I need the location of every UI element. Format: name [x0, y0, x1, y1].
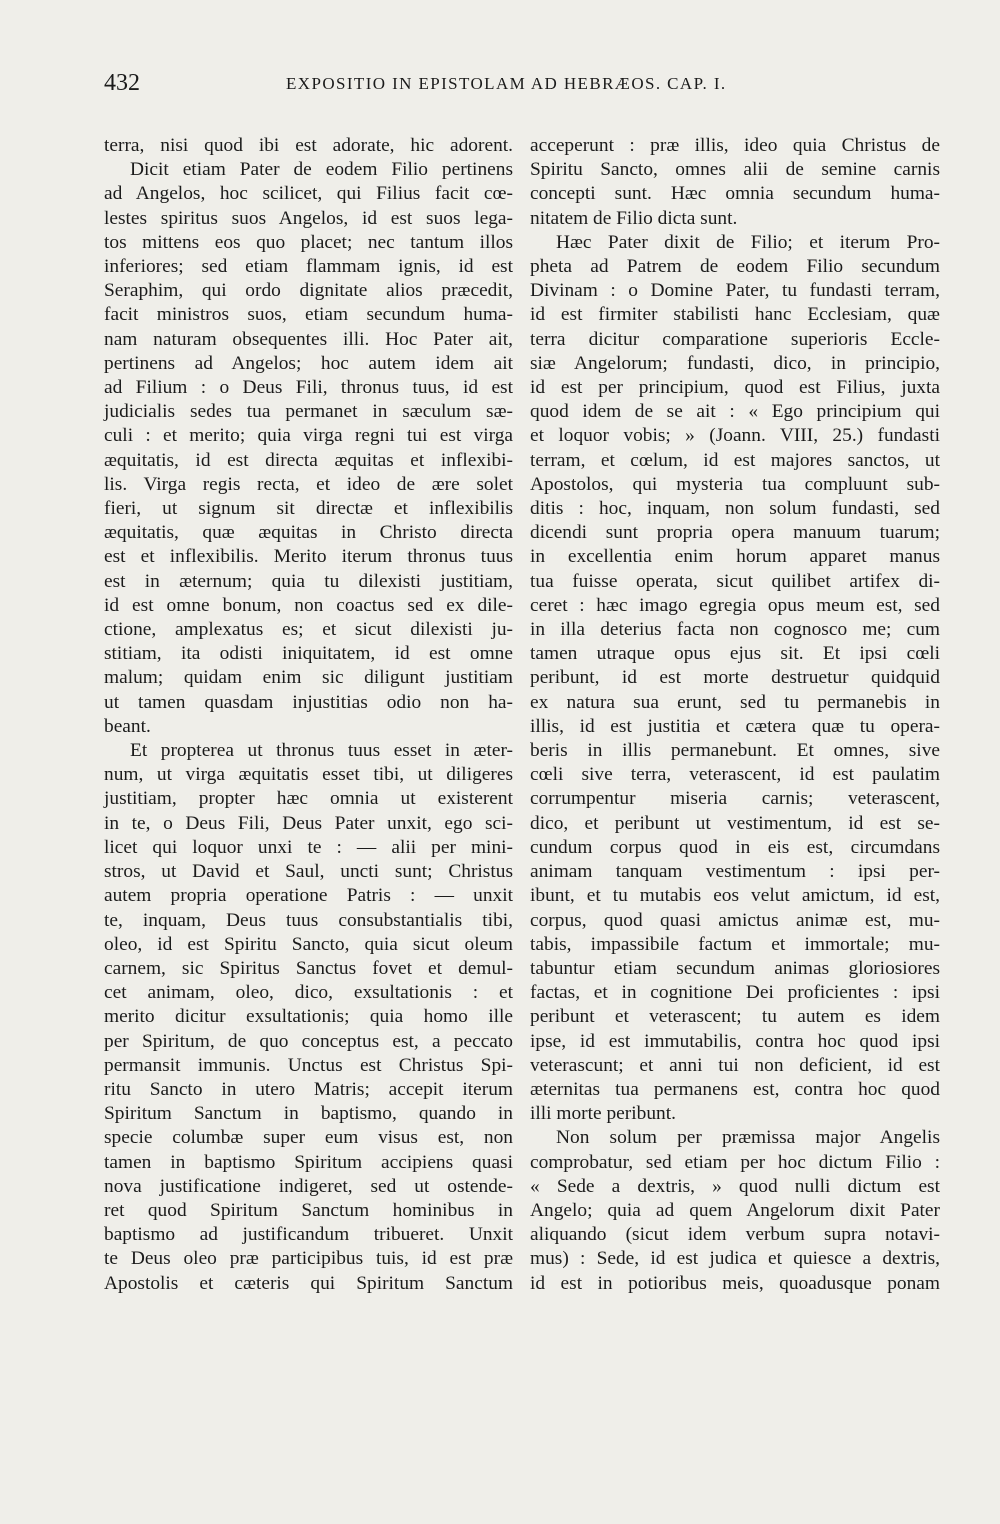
- text-line: judicialis sedes tua permanet in sæculum sæ-: [104, 401, 513, 423]
- text-line: lis. Virga regis recta, et ideo de ære solet: [104, 473, 513, 495]
- text-line: terra dicitur comparatione superioris Eccle-: [530, 328, 940, 350]
- page-number: 432: [104, 70, 140, 96]
- text-line: dico, et peribunt ut vestimentum, id est se-: [530, 812, 940, 834]
- text-line: tos mittens eos quo placet; nec tantum illos: [104, 231, 513, 253]
- text-line: in excellentia enim horum apparet manus: [530, 546, 940, 568]
- text-line: in illa deterius facta non cognosco me; cum: [530, 619, 940, 641]
- text-line: ipse, id est immutabilis, contra hoc quod ipsi: [530, 1030, 940, 1052]
- left-text-column: [104, 134, 513, 1296]
- text-line: oleo, id est Spiritu Sancto, quia sicut oleum: [104, 933, 513, 955]
- text-line: « Sede a dextris, » quod nulli dictum est: [530, 1175, 940, 1197]
- text-line: cundum corpus quod in eis est, circumdans: [530, 836, 940, 858]
- text-line: concepti sunt. Hæc omnia secundum huma-: [530, 183, 940, 205]
- text-line: Dicit etiam Pater de eodem Filio pertinens: [130, 159, 513, 181]
- text-line: ceret : hæc imago egregia opus meum est, sed: [530, 594, 940, 616]
- text-line: illis, id est justitia et cætera quæ tu opera-: [530, 715, 940, 737]
- text-line: ad Angelos, hoc scilicet, qui Filius facit cœ-: [104, 183, 513, 205]
- text-line: ret quod Spiritum Sanctum hominibus in: [104, 1199, 513, 1221]
- text-line: cet animam, oleo, dico, exsultationis : et: [104, 982, 513, 1004]
- text-line: æquitatis, quæ æquitas in Christo directa: [104, 522, 513, 544]
- text-line: terram, et cœlum, id est majores sanctos, ut: [530, 449, 940, 471]
- text-line: malum; quidam enim sic diligunt justitiam: [104, 667, 513, 689]
- text-line: tabuntur etiam secundum animas gloriosiores: [530, 957, 940, 979]
- text-line: Et propterea ut thronus tuus esset in æter-: [130, 740, 513, 762]
- text-line: autem propria operatione Patris : — unxit: [104, 885, 513, 907]
- text-line: acceperunt : præ illis, ideo quia Christus de: [530, 135, 940, 156]
- text-line: carnem, sic Spiritus Sanctus fovet et demul-: [104, 957, 513, 979]
- text-line: est in æternum; quia tu dilexisti justitiam,: [104, 570, 513, 592]
- text-line: id est omne bonum, non coactus sed ex dile-: [104, 594, 513, 616]
- text-line: ditis : hoc, inquam, non solum fundasti, sed: [530, 498, 940, 520]
- text-line: cœli sive terra, veterascent, id est paulatim: [530, 764, 940, 786]
- text-line: id est per principium, quod est Filius, juxta: [530, 377, 940, 399]
- running-head: EXPOSITIO IN EPISTOLAM AD HEBRÆOS. CAP. I.: [286, 74, 727, 93]
- text-line: facit ministros suos, etiam secundum huma-: [104, 304, 513, 326]
- text-line: tamen utraque opus ejus sit. Et ipsi cœli: [530, 643, 940, 665]
- text-line: pheta ad Patrem de eodem Filio secundum: [530, 256, 940, 278]
- text-line: quod idem de se ait : « Ego principium qui: [530, 401, 940, 423]
- text-line: lestes spiritus suos Angelos, id est suos lega-: [104, 207, 513, 229]
- text-line: id est in potioribus meis, quoadusque ponam: [530, 1272, 940, 1294]
- text-line: justitiam, propter hæc omnia ut existerent: [104, 788, 513, 810]
- text-line: Seraphim, qui ordo dignitate alios præcedit,: [104, 280, 513, 302]
- text-line: permansit immunis. Unctus est Christus Spi-: [104, 1054, 513, 1076]
- text-line: corpus, quod quasi amictus animæ est, mu-: [530, 909, 940, 931]
- text-line: te Deus oleo præ participibus tuis, id est præ: [104, 1248, 513, 1270]
- text-line: Apostolos, qui mysteria tua compluunt sub-: [530, 473, 940, 495]
- text-line: mus) : Sede, id est judica et quiesce a dextris,: [530, 1248, 940, 1270]
- text-line: dicendi sunt propria opera manuum tuarum;: [530, 522, 940, 544]
- text-line: ex natura sua erunt, sed tu permanebis in: [530, 691, 940, 713]
- text-line: veterascunt; et anni tui non deficient, id est: [530, 1054, 940, 1076]
- text-line: nova justificatione indigeret, sed ut ostende-: [104, 1175, 513, 1197]
- text-line: ad Filium : o Deus Fili, thronus tuus, id est: [104, 377, 513, 399]
- text-line: nam naturam obsequentes illi. Hoc Pater ait,: [104, 328, 513, 350]
- text-line: æternitas tua permanens est, contra hoc quod: [530, 1078, 940, 1100]
- text-line: comprobatur, sed etiam per hoc dictum Filio :: [530, 1151, 940, 1173]
- text-line: nitatem de Filio dicta sunt.: [530, 207, 738, 229]
- text-line: fieri, ut signum sit directæ et inflexibilis: [104, 498, 513, 520]
- text-line: Spiritum Sanctum in baptismo, quando in: [104, 1103, 513, 1125]
- text-line: Divinam : o Domine Pater, tu fundasti terram,: [530, 280, 940, 302]
- text-line: ctione, amplexatus es; et sicut dilexisti ju-: [104, 619, 513, 641]
- text-line: inferiores; sed etiam flammam ignis, id est: [104, 256, 513, 278]
- text-line: merito dicitur exsultationis; quia homo ille: [104, 1006, 513, 1028]
- text-line: ritu Sancto in utero Matris; accepit iterum: [104, 1078, 513, 1100]
- text-line: ut tamen quasdam injustitias odio non ha-: [104, 691, 513, 713]
- text-line: num, ut virga æquitatis esset tibi, ut diligeres: [104, 764, 513, 786]
- right-text-column: [530, 134, 940, 1296]
- text-line: Hæc Pater dixit de Filio; et iterum Pro-: [556, 231, 940, 253]
- text-line: æquitatis, id est directa æquitas et inflexibi-: [104, 449, 513, 471]
- text-line: pertinens ad Angelos; hoc autem idem ait: [104, 352, 513, 374]
- text-line: tua fuisse operata, sicut quilibet artifex di-: [530, 570, 940, 592]
- text-line: te, inquam, Deus tuus consubstantialis tibi,: [104, 909, 513, 931]
- text-line: aliquando (sicut idem verbum supra notavi-: [530, 1224, 940, 1246]
- text-line: id est firmiter stabilisti hanc Ecclesiam, quæ: [530, 304, 940, 326]
- text-line: factas, et in cognitione Dei proficientes : ipsi: [530, 982, 940, 1004]
- text-line: tabis, impassibile factum et immortale; mu-: [530, 933, 940, 955]
- text-line: siæ Angelorum; fundasti, dico, in principio,: [530, 352, 940, 374]
- text-line: Angelo; quia ad quem Angelorum dixit Pater: [530, 1199, 940, 1221]
- text-line: peribunt, id est morte destruetur quidquid: [530, 667, 940, 689]
- text-line: licet qui loquor unxi te : — alii per mini-: [104, 836, 513, 858]
- text-line: corrumpentur miseria carnis; veterascent,: [530, 788, 940, 810]
- text-line: tamen in baptismo Spiritum accipiens quasi: [104, 1151, 513, 1173]
- text-line: Apostolis et cæteris qui Spiritum Sanctum: [104, 1272, 513, 1294]
- text-line: ibunt, et tu mutabis eos velut amictum, id est,: [530, 885, 940, 907]
- text-line: in te, o Deus Fili, Deus Pater unxit, ego sci-: [104, 812, 513, 834]
- text-line: stitiam, ita odisti iniquitatem, id est omne: [104, 643, 513, 665]
- text-line: peribunt et veterascent; tu autem es idem: [530, 1006, 940, 1028]
- page-header: [104, 70, 966, 100]
- text-line: Spiritu Sancto, omnes alii de semine carnis: [530, 159, 940, 181]
- text-line: culi : et merito; quia virga regni tui est virga: [104, 425, 513, 447]
- text-line: animam tanquam vestimentum : ipsi per-: [530, 861, 940, 883]
- text-line: illi morte peribunt.: [530, 1103, 676, 1125]
- text-line: baptismo ad justificandum tribueret. Unxit: [104, 1224, 513, 1246]
- text-line: per Spiritum, de quo conceptus est, a peccato: [104, 1030, 513, 1052]
- text-line: et loquor vobis; » (Joann. VIII, 25.) fundasti: [530, 425, 940, 447]
- text-line: specie columbæ super eum visus est, non: [104, 1127, 513, 1149]
- text-line: est et inflexibilis. Merito iterum thronus tuus: [104, 546, 513, 568]
- text-line: stros, ut David et Saul, uncti sunt; Christus: [104, 861, 513, 883]
- text-line: Non solum per præmissa major Angelis: [556, 1127, 940, 1149]
- text-line: beris in illis permanebunt. Et omnes, sive: [530, 740, 940, 762]
- text-line: terra, nisi quod ibi est adorate, hic adorent.: [104, 135, 513, 156]
- text-line: beant.: [104, 715, 151, 737]
